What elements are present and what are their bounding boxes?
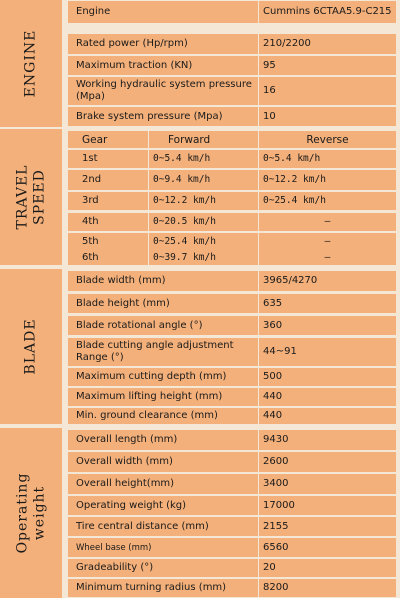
travel-speed-section: [0, 129, 400, 265]
engine-section: [0, 0, 400, 127]
spec-row-blade-width: Blade width (mm) 3965/4270: [68, 271, 396, 291]
gear-row: 1st 0~5.4 km/h 0~5.4 km/h: [68, 150, 396, 168]
operating-weight-section-label: Operating weight: [0, 428, 62, 598]
spec-row-engine: Engine Cummins 6CTAA5.9-C215: [68, 1, 396, 23]
engine-section-label: ENGINE: [0, 0, 62, 127]
gear-row: 2nd 0~9.4 km/h 0~12.2 km/h: [68, 170, 396, 190]
spec-row-hydraulic-pressure: Working hydraulic system pressure (Mpa) 16: [68, 77, 396, 105]
blade-section: [0, 269, 400, 424]
spec-row-max-cutting-depth: Maximum cutting depth (mm) 500: [68, 368, 396, 386]
spec-row-brake-pressure: Brake system pressure (Mpa) 10: [68, 107, 396, 126]
spec-row-tire-central-distance: Tire central distance (mm) 2155: [68, 517, 396, 536]
spec-row-gradeability: Gradeability (°) 20: [68, 559, 396, 577]
spec-row-operating-weight: Operating weight (kg) 17000: [68, 496, 396, 515]
spec-row-overall-length: Overall length (mm) 9430: [68, 430, 396, 450]
travel-speed-header: [68, 131, 396, 148]
spec-row-rated-power: Rated power (Hp/rpm) 210/2200: [68, 34, 396, 54]
spec-row-blade-cutting-angle: Blade cutting angle adjustment Range (°) 44~91: [68, 338, 396, 366]
spec-row-wheel-base: Wheel base (mm) 6560: [68, 538, 396, 557]
gear-row: 3rd 0~12.2 km/h 0~25.4 km/h: [68, 192, 396, 210]
gear-row: 4th 0~20.5 km/h –: [68, 213, 396, 231]
operating-weight-section: [0, 428, 400, 598]
spec-row-min-ground-clearance: Min. ground clearance (mm) 440: [68, 408, 396, 424]
travel-speed-section-label: TRAVEL SPEED: [0, 129, 62, 265]
spec-row-overall-height: Overall height(mm) 3400: [68, 474, 396, 494]
reverse-header: Reverse: [306, 133, 349, 146]
forward-header: Forward: [168, 133, 211, 146]
gear-header: Gear: [82, 133, 108, 146]
spec-row-max-traction: Maximum traction (KN) 95: [68, 56, 396, 75]
spec-row-max-lifting-height: Maximum lifting height (mm) 440: [68, 388, 396, 406]
spec-row-blade-rotational-angle: Blade rotational angle (°) 360: [68, 316, 396, 335]
blade-section-label: BLADE: [0, 269, 62, 424]
spec-row-overall-width: Overall width (mm) 2600: [68, 452, 396, 472]
gear-row: 5th 0~25.4 km/h –: [68, 233, 396, 251]
spec-row-blade-height: Blade height (mm) 635: [68, 294, 396, 313]
spec-row-min-turning-radius: Minimum turning radius (mm) 8200: [68, 579, 396, 597]
gear-row: 6th 0~39.7 km/h –: [68, 251, 396, 265]
